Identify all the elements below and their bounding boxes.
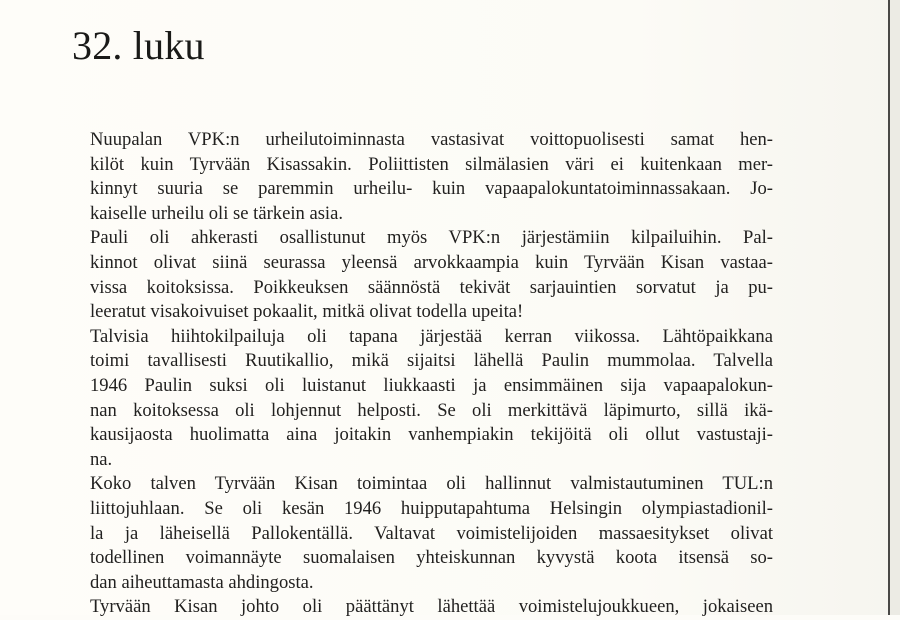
text-line: Koko talven Tyrvään Kisan toimintaa oli hallinnut valmistautuminen TUL:n xyxy=(90,473,773,495)
text-line: kinnot olivat siinä seurassa yleensä arvokkaampia kuin Tyrvään Kisan vastaa- xyxy=(90,251,773,273)
page-edge-line xyxy=(888,0,890,615)
text-line: kaiselle urheilu oli se tärkein asia. xyxy=(90,202,343,224)
text-line: Nuupalan VPK:n urheilutoiminnasta vastasivat voittopuolisesti samat hen- xyxy=(90,129,773,150)
page-edge-shadow xyxy=(890,0,900,615)
text-line: Pauli oli ahkerasti osallistunut myös VPK:n järjestämiin kilpailuihin. Pal- xyxy=(90,227,773,249)
text-line: leeratut visakoivuiset pokaalit, mitkä olivat todella upeita! xyxy=(90,301,524,323)
body-text xyxy=(90,128,773,620)
text-line: dan aiheuttamasta ahdingosta. xyxy=(90,571,314,593)
text-line: todellinen voimannäyte suomalaisen yhteiskunnan kyvystä koota itsensä so- xyxy=(90,547,773,569)
text-line: liittojuhlaan. Se oli kesän 1946 huipputapahtuma Helsingin olympiastadionil- xyxy=(90,497,773,519)
text-line: kinnyt suuria se paremmin urheilu- kuin vapaapalokuntatoiminnassakaan. Jo- xyxy=(90,178,773,200)
text-line: nan koitoksessa oli lohjennut helposti. Se oli merkittävä läpimurto, sillä ikä- xyxy=(90,399,773,421)
text-line: 1946 Paulin suksi oli luistanut liukkaasti ja ensimmäinen sija vapaapalokun- xyxy=(90,374,773,396)
text-line: vissa koitoksissa. Poikkeuksen säännöstä tekivät sarjauintien sorvatut ja pu- xyxy=(90,276,773,298)
text-line: la ja läheisellä Pallokentällä. Valtavat voimistelijoiden massaesitykset olivat xyxy=(90,522,773,544)
text-line: kilöt kuin Tyrvään Kisassakin. Poliittisten silmälasien väri ei kuitenkaan mer- xyxy=(90,153,773,175)
text-line: Talvisia hiihtokilpailuja oli tapana järjestää kerran viikossa. Lähtöpaikkana xyxy=(90,325,773,347)
text-line: kausijaosta huolimatta aina joitakin vanhempiakin tekijöitä oli ollut vastustaji- xyxy=(90,424,773,446)
chapter-title: 32. luku xyxy=(72,23,205,68)
text-line: toimi tavallisesti Ruutikallio, mikä sijaitsi lähellä Paulin mummolaa. Talvella xyxy=(90,350,773,372)
text-line: na. xyxy=(90,448,113,470)
text-line: Tyrvään Kisan johto oli päättänyt lähettää voimistelujoukkueen, jokaiseen xyxy=(90,596,773,618)
